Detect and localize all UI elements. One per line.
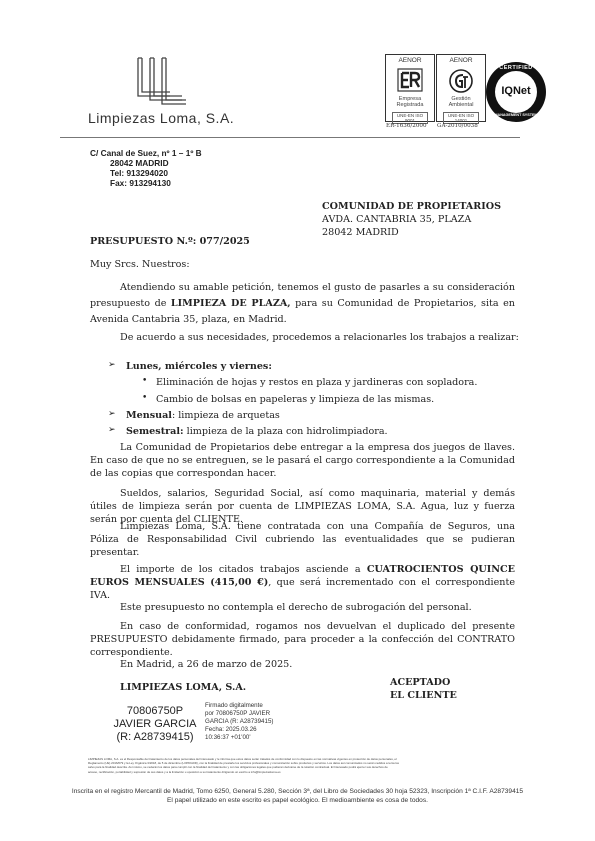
cert-ga-ref: GA-2010/0038 xyxy=(437,123,478,129)
cert-er-ref: ER-1636/2000 xyxy=(386,123,427,129)
recipient-block xyxy=(322,200,501,239)
intro-part1: Atendiendo su amable petición, tenemos el gusto de pasarles a su consideración presupuesto de xyxy=(90,282,515,309)
greeting: Muy Srcs. Nuestros: xyxy=(90,259,190,270)
cert-ga-name2: Ambiental xyxy=(448,102,474,108)
cert-ga-code: UNE-EN ISO 14001 xyxy=(443,112,479,124)
amount-paragraph xyxy=(90,563,515,602)
privacy-notice xyxy=(88,757,520,774)
cert-er-name1: Empresa xyxy=(398,96,422,102)
company-signature-label: LIMPIEZAS LOMA, S.A. xyxy=(120,682,247,693)
recipient-line1: AVDA. CANTABRIA 35, PLAZA xyxy=(322,214,472,225)
digital-line2: por 70806750P JAVIER xyxy=(205,710,271,717)
privacy-line: salvo para la finalidad descrita. Así mismo, se cederán los datos para cumplir con la finalidad del tratamiento y con las obligaciones legales que pudieran derivarse de la relación contractual. El Interesado podrá ejercer sus derechos de xyxy=(88,765,388,770)
arrow-bullet-icon: ➢ xyxy=(108,425,116,435)
subrogation-paragraph: Este presupuesto no contempla el derecho de subrogación del personal. xyxy=(120,602,472,613)
accepted-line1: ACEPTADO xyxy=(390,677,451,688)
date-line: En Madrid, a 26 de marzo de 2025. xyxy=(120,659,293,670)
intro-part2: para su Comunidad de Propietarios, sita en Avenida Cantabria 35, plaza, en Madrid. xyxy=(90,298,515,325)
costs-paragraph: Sueldos, salarios, Seguridad Social, así como maquinaria, material y demás útiles de limpieza serán por cuenta de LIMPIEZAS LOMA, S.A. Agua, luz y fuerza serán por cuenta del CLIENTE. xyxy=(90,488,515,525)
privacy-line: acceso, rectificación, portabilidad y supresión de sus datos y a la limitación u oposición a su tratamiento dirigiendo un escrito a info@limpiezasloma.es xyxy=(88,769,281,774)
cert-er-header: AENOR xyxy=(398,57,422,64)
digital-signature-details xyxy=(205,702,273,742)
address-line2: 28042 MADRID xyxy=(110,158,169,168)
address-line1: C/ Canal de Suez, nº 1 – 1º B xyxy=(90,148,202,158)
semester-label: Semestral: xyxy=(126,426,184,437)
semester-task: limpieza de la plaza con hidrolimpiadora. xyxy=(183,426,388,437)
sig-line3: (R: A28739415) xyxy=(116,731,194,743)
footer xyxy=(0,787,595,805)
monthly-task: : limpieza de arquetas xyxy=(171,410,280,421)
conformity-paragraph: En caso de conformidad, rogamos nos devuelvan el duplicado del presente PRESUPUESTO debidamente firmado, para proceder a la confección del CONTRATO correspondiente. xyxy=(90,621,515,658)
sig-line2: JAVIER GARCIA xyxy=(113,718,197,730)
recipient-line2: 28042 MADRID xyxy=(322,227,399,238)
header-divider xyxy=(60,137,520,138)
weekly-task-1: Eliminación de hojas y restos en plaza y jardineras con sopladora. xyxy=(156,377,478,388)
fax: Fax: 913294130 xyxy=(110,178,171,188)
tel: Tel: 913294020 xyxy=(110,168,168,178)
digital-line5: 10:36:37 +01'00' xyxy=(205,734,251,741)
cert-er-code: UNE-EN ISO 9001 xyxy=(392,112,428,124)
intro-bold: LIMPIEZA DE PLAZA, xyxy=(170,298,291,309)
needs-text: De acuerdo a sus necesidades, procedemos a relacionarles los trabajos a realizar: xyxy=(120,332,519,343)
iqnet-center: IQNet xyxy=(501,85,531,97)
arrow-bullet-icon: ➢ xyxy=(108,409,116,419)
recipient-name: COMUNIDAD DE PROPIETARIOS xyxy=(322,201,501,212)
footer-paper: El papel utilizado en este escrito es papel ecológico. El medioambiente es cosa de todos. xyxy=(167,797,428,804)
company-address xyxy=(90,148,202,188)
ga-mark-icon xyxy=(448,68,474,94)
digital-line3: GARCIA (R: A28739415) xyxy=(205,718,274,725)
weekly-label: Lunes, miércoles y viernes: xyxy=(126,361,272,372)
cert-ga-name1: Gestión xyxy=(451,96,471,102)
intro-paragraph xyxy=(90,280,515,328)
iqnet-top: CERTIFIED xyxy=(499,65,533,71)
digital-line4: Fecha: 2025.03.26 xyxy=(205,726,257,733)
insurance-paragraph: Limpiezas Loma, S.A. tiene contratada con una Compañía de Seguros, una Póliza de Responsabilidad Civil cubriendo las eventualidades que se pudieran presentar. xyxy=(90,521,515,558)
keys-paragraph: La Comunidad de Propietarios debe entregar a la empresa dos juegos de llaves. En caso de que no se entreguen, se le pasará el cargo correspondiente a la Comunidad de las copias que correspondan hacer. xyxy=(90,442,515,479)
sig-line1: 70806750P xyxy=(126,705,184,717)
iqnet-seal xyxy=(486,62,546,122)
cert-er-name2: Registrada xyxy=(396,102,424,108)
privacy-line: LIMPIEZAS LOMA, S.A. es el Responsable del tratamiento de los datos personales del Interesado y le informa que estos datos serán tratados de conformidad con lo dispuesto en las normativas vigentes en protección de datos personales, el xyxy=(88,757,397,761)
dot-bullet-icon: • xyxy=(142,393,148,403)
company-name: Limpiezas Loma, S.A. xyxy=(88,110,235,126)
amount-bold: CUATROCIENTOS QUINCE EUROS MENSUALES (415,00 €) xyxy=(90,564,515,588)
digital-line1: Firmado digitalmente xyxy=(205,702,263,709)
arrow-bullet-icon: ➢ xyxy=(108,360,116,370)
accepted-block xyxy=(390,676,457,702)
footer-registry: Inscrita en el registro Mercantil de Madrid, Tomo 6250, General 5.280, Sección 3ª, del Libro de Sociedades 30 hoja 52323, Inscripción 1ª C.I.F. A28739415 xyxy=(71,788,524,795)
weekly-task-2: Cambio de bolsas en papeleras y limpieza de las mismas. xyxy=(156,394,435,405)
semester-item xyxy=(126,425,388,438)
accepted-line2: EL CLIENTE xyxy=(390,690,457,701)
budget-reference: PRESUPUESTO N.º: 077/2025 xyxy=(90,236,250,247)
monthly-label: Mensual xyxy=(126,410,172,421)
digital-signature-name xyxy=(110,705,200,744)
amount-part1: El importe de los citados trabajos asciende a xyxy=(120,564,367,575)
dot-bullet-icon: • xyxy=(142,376,148,386)
iqnet-bottom: MANAGEMENT SYSTEM xyxy=(494,113,538,117)
cert-ga-header: AENOR xyxy=(449,57,473,64)
er-mark-icon xyxy=(397,68,423,92)
monthly-item xyxy=(126,409,280,422)
company-logo-icon xyxy=(130,56,190,106)
privacy-line: Reglamento (UE) 2016/679 y la Ley Orgánica 3/2018, de 5 de diciembre (LOPDGDD), con la finalidad de prestarle los servicios profesionales y comunicación sobre productos y servicios. Los datos así comunicados no serán cedidos a terceros xyxy=(88,761,399,766)
amount-part2: , que será incrementado con el correspondiente IVA. xyxy=(90,577,515,601)
